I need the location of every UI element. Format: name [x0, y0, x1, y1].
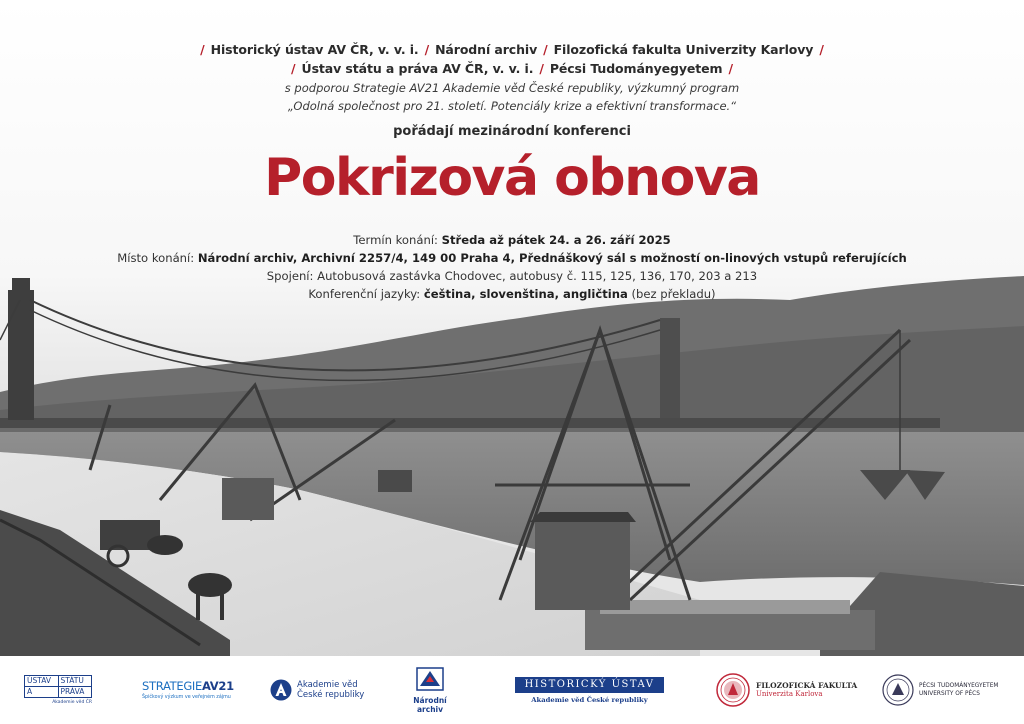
separator-slash: / — [291, 61, 296, 76]
narodni-archiv-emblem-icon — [416, 667, 444, 691]
usp-word-a: A — [25, 687, 59, 697]
usp-word-statu: STÁTU — [60, 676, 84, 685]
historicky-ustav-subtitle: Akademie věd České republiky — [531, 695, 648, 704]
akademie-ved-emblem-icon — [270, 679, 292, 701]
announcement: pořádají mezinárodní konferenci — [393, 124, 631, 139]
logo-historicky-ustav — [497, 656, 682, 724]
logo-ustav-statu-a-prava — [24, 656, 104, 724]
univerzita-karlova-seal-icon — [716, 673, 750, 707]
separator-slash: / — [200, 42, 205, 57]
separator-slash: / — [728, 61, 733, 76]
pecs-seal-icon — [882, 674, 914, 706]
logo-bar — [0, 656, 1024, 724]
support-line-2: „Odolná společnost pro 21. století. Potenciály krize a efektivní transformace.“ — [287, 99, 737, 113]
av21-word: AV21 — [201, 679, 234, 693]
narodni-archiv-label: Národní archiv — [413, 695, 447, 714]
logo-filozoficka-fakulta — [716, 656, 866, 724]
transport-line — [0, 269, 1024, 283]
support-line-1: s podporou Strategie AV21 Akademie věd České republiky, výzkumný program — [284, 81, 740, 95]
organizer-filozoficka-fakulta: Filozofická fakulta Univerzity Karlovy — [553, 42, 814, 57]
conference-title: Pokrizová obnova — [264, 148, 760, 208]
venue-value: Národní archiv, Archivní 2257/4, 149 00 Praha 4, Přednáškový sál s možností on-linových vstupů referujících — [197, 251, 907, 265]
organizer-narodni-archiv: Národní archiv — [435, 42, 538, 57]
venue-label: Místo konání: — [117, 251, 195, 265]
organizer-ustav-statu-a-prava: Ústav státu a práva AV ČR, v. v. i. — [301, 61, 534, 76]
separator-slash: / — [539, 61, 544, 76]
date-line — [0, 233, 1024, 247]
logo-pecsi-tudomanyegyetem — [882, 656, 1012, 724]
separator-slash: / — [819, 42, 824, 57]
organizers-line-1 — [0, 42, 1024, 57]
separator-slash: / — [543, 42, 548, 57]
ff-line-2: Univerzita Karlova — [756, 690, 823, 698]
languages-line — [0, 287, 1024, 301]
date-value: Středa až pátek 24. a 26. září 2025 — [441, 233, 671, 247]
usp-word-prava: PRÁVA — [60, 687, 85, 696]
transport-value: Autobusová zastávka Chodovec, autobusy č. 115, 125, 136, 170, 203 a 213 — [317, 269, 758, 283]
date-label: Termín konání: — [353, 233, 438, 247]
ff-line-1: FILOZOFICKÁ FAKULTA — [756, 681, 858, 690]
logo-strategie-av21 — [142, 656, 242, 724]
separator-slash: / — [424, 42, 430, 57]
logo-narodni-archiv — [405, 656, 455, 724]
pecs-line-1: PÉCSI TUDOMÁNYEGYETEM — [919, 682, 999, 689]
pecs-line-2: UNIVERSITY OF PÉCS — [919, 691, 980, 697]
logo-akademie-ved — [270, 656, 380, 724]
strategie-subtitle: Špičkový výzkum ve veřejném zájmu — [142, 695, 231, 700]
usp-word-ustav: ÚSTAV — [25, 676, 59, 686]
languages-value: čeština, slovenština, angličtina — [423, 287, 628, 301]
akademie-ved-line-1: Akademie věd — [297, 680, 358, 690]
akademie-ved-line-2: České republiky — [297, 690, 365, 700]
languages-label: Konferenční jazyky: — [308, 287, 421, 301]
historicky-ustav-label: HISTORICKÝ ÚSTAV — [515, 677, 665, 693]
organizer-historicky-ustav: Historický ústav AV ČR, v. v. i. — [210, 42, 419, 57]
strategie-word: STRATEGIE — [142, 679, 202, 693]
transport-label: Spojení: — [266, 269, 314, 283]
languages-note: (bez překladu) — [631, 287, 716, 301]
organizers-line-2 — [0, 61, 1024, 76]
venue-line — [0, 251, 1024, 265]
organizer-pecsi-tudomanyegyetem: Pécsi Tudományegyetem — [549, 61, 723, 76]
usp-subtitle: Akademie věd ČR — [52, 700, 92, 705]
